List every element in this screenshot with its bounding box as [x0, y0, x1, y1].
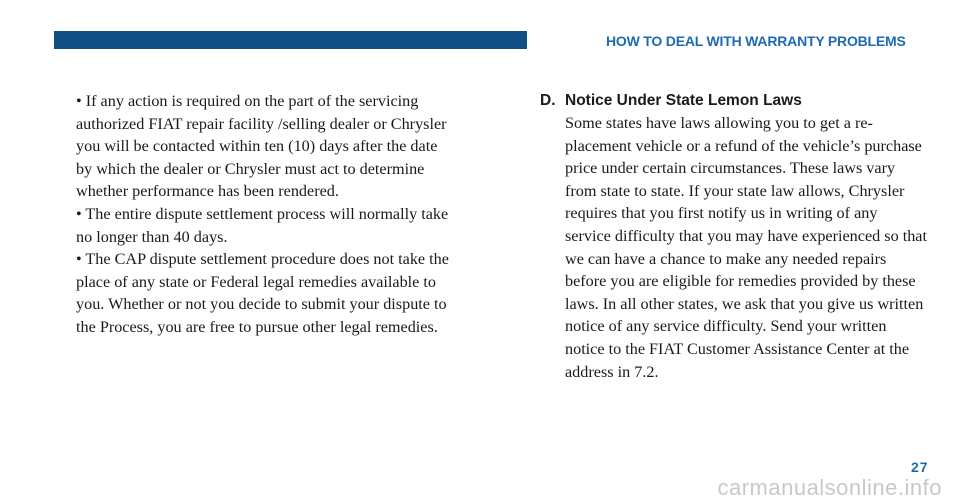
- bullet-paragraph: • The CAP dispute settlement procedure does not take the place of any state or Federal legal remedies available to you. Whether or not you decide to submit your dispute to the Process, you are free to pursue other legal remedies.: [76, 250, 449, 336]
- right-column: [540, 90, 940, 383]
- left-column: [76, 90, 456, 339]
- watermark: carmanualsonline.info: [717, 475, 942, 500]
- section-heading: [540, 90, 940, 112]
- bullet-paragraph: • If any action is required on the part of the servicing authorized FIAT repair facility /selling dealer or Chrysler you will be contacted within ten (10) days after the date by which the dealer or Chrysler must act to determine whether performance has been rendered.: [76, 92, 447, 201]
- bullet-paragraph: • The entire dispute settlement process will normally take no longer than 40 days.: [76, 204, 449, 246]
- page-header-title: HOW TO DEAL WITH WARRANTY PROBLEMS: [606, 33, 906, 49]
- page-number: 27: [911, 459, 929, 475]
- header-bar: [54, 31, 527, 49]
- section-title: Notice Under State Lemon Laws: [565, 92, 802, 109]
- section-letter: D.: [540, 92, 556, 109]
- section-body: Some states have laws allowing you to get a re-placement vehicle or a refund of the vehicle’s purchase price under certain circumstances. These laws vary from state to state. If your state law allows, Chrysler requires that you first notify us in writing of any service difficulty that you may have experienced so that we can have a chance to make any needed repairs before you are eligible for remedies provided by these laws. In all other states, we ask that you give us written notice of any service difficulty. Send your written notice to the FIAT Customer Assistance Center at the address in 7.2.: [565, 114, 927, 381]
